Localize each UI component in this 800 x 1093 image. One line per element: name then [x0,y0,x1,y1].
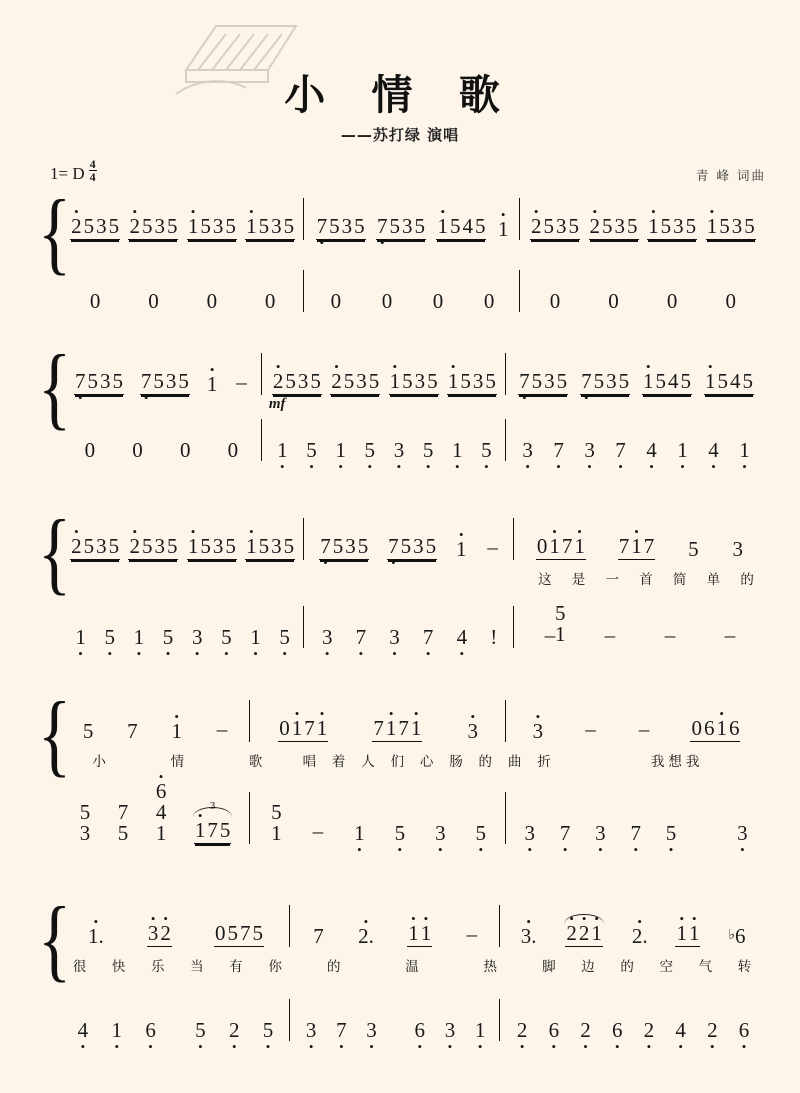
measure-10-melody: 5 7 • 1 – [60,700,250,742]
measure-15-lyrics: 脚 边 的 空 气 转 [542,959,752,975]
measure-5-bass: 1 • 5 • 1 • 5 • 3 • 5 • 1 • 5 • [262,419,506,461]
bass-row-4 [60,779,764,845]
measure-1-bass: 0 0 0 0 [60,270,304,312]
dynamic-mark: mf [268,396,286,412]
measure-9-melody: 0 • 1 7 • 1 7 • 1 7 5 3 [514,518,764,560]
page-title: 小 情 歌 [284,71,516,119]
measure-4-melody: 7 • 5 3 5 7 • 5 3 5 • 1 – [60,353,262,395]
melody-row-5 [60,905,764,947]
melody-row-1 [60,198,764,240]
measure-4-bass: 0 0 0 0 [60,419,262,461]
measure-7-bass: 1 • 5 • 1 • 5 • 3 • 5 • 1 • 5 • [60,606,304,648]
brace: { [38,683,72,785]
melody-row-2 [60,353,764,395]
measure-3-melody: • 2 5 3 5 • 2 5 3 5 • 1 5 3 5 • 1 5 3 5 [520,198,764,240]
measure-11-lyrics: 唱 着 人 们 心 肠 的 曲 [302,754,522,770]
measure-11-melody: 0 • 1 7 • 1 7 • 1 7 • 1 • 3 [250,700,506,742]
measure-12-bass: 3 • 7 • 3 • 7 • 5 • 3 • [506,792,764,844]
measure-14-bass: 3 • 7 • 3 • 6 • 3 • 1 • [290,999,500,1041]
time-signature: $\frac{4}{4}$ [89,157,96,185]
measure-14-lyrics: 的 温 热 [327,959,497,975]
artist-subtitle: ——苏打绿 演唱 [340,126,460,144]
bass-row-3 [60,606,764,648]
bass-row-5 [60,999,764,1041]
measure-10-bass: 5 3 7 5 • 6 4 1 3 • 1 7 5 [60,792,250,844]
measure-15-melody: • 3. • 2 • 2 • 1 • 2. • 1 • 1 ♭6 [500,905,764,947]
measure-2-melody: 7 • 5 3 5 7 • 5 3 5 • 1 5 4 5 • 1 [304,198,519,240]
key-label: 1= D [50,164,85,184]
measure-11-bass: 5 1 – 1 • 5 • 3 • 5 • [250,792,506,844]
measure-6-melody: 7 • 5 3 5 7 • 5 3 5 • 1 5 4 5 • 1 5 4 5 [506,353,764,395]
measure-5-melody: • 2 5 3 5 • 2 5 3 5 • 1 5 3 5 • 1 5 3 5 [262,353,506,395]
melody-row-3 [60,518,764,560]
measure-9-bass: – – – – [544,623,736,647]
measure-13-bass: 4 • 1 • 6 • 5 • 2 • 5 • [60,999,290,1041]
measure-14-melody: 7 • 2. • 1 • 1 – [290,905,500,947]
melody-row-4 [60,700,764,742]
measure-8-melody: 7 • 5 3 5 7 • 5 3 5 • 1 – [304,518,514,560]
measure-3-bass: 0 0 0 0 [549,289,736,313]
measure-12-melody: • 3 – – 0 6 • 1 6 [506,700,764,742]
measure-12-lyrics: 折 我 想 我 [537,754,700,770]
measure-10-lyrics: 小 情 歌 [92,754,263,770]
system-2 [38,336,764,471]
composer-credit: 青 峰 词曲 [696,168,766,183]
system-5 [38,888,764,1045]
bass-row-2 [60,419,764,461]
system-3 [38,501,764,663]
system-4 [38,683,764,850]
brace: { [38,501,72,603]
lyric-row-4 [60,744,764,770]
lyric-row-3 [60,562,764,588]
dynamic-row-2 [60,395,764,413]
measure-1-melody: • 2 5 3 5 • 2 5 3 5 • 1 5 3 5 • 1 5 3 5 [60,198,304,240]
measure-8-bass: 3 • 7 • 3 • 7 • 4 • ! [304,606,514,648]
bass-row-1 [60,270,764,312]
lyric-row-5 [60,949,764,975]
system-1 [38,181,764,316]
measure-13-melody: • 1. • 3 • 2 0 5 7 5 [60,905,290,947]
brace: { [38,181,72,283]
measure-2-bass: 0 0 0 0 [304,270,519,312]
measure-9-lyrics: 这 是 一 首 简 单 的 [538,572,754,588]
brace: { [38,888,72,990]
measure-6-bass: 3 • 7 • 3 • 7 • 4 • 1 • 4 • 1 • [506,419,764,461]
measure-13-lyrics: 很 快 乐 当 有 你 [72,959,282,975]
measure-9-bass-chord: 5 1 [555,601,566,646]
brace: { [38,336,72,438]
measure-7-melody: • 2 5 3 5 • 2 5 3 5 • 1 5 3 5 • 1 5 3 5 [60,518,304,560]
measure-15-bass: 2 • 6 • 2 • 6 • 2 • 4 • 2 • 6 • [500,999,764,1041]
